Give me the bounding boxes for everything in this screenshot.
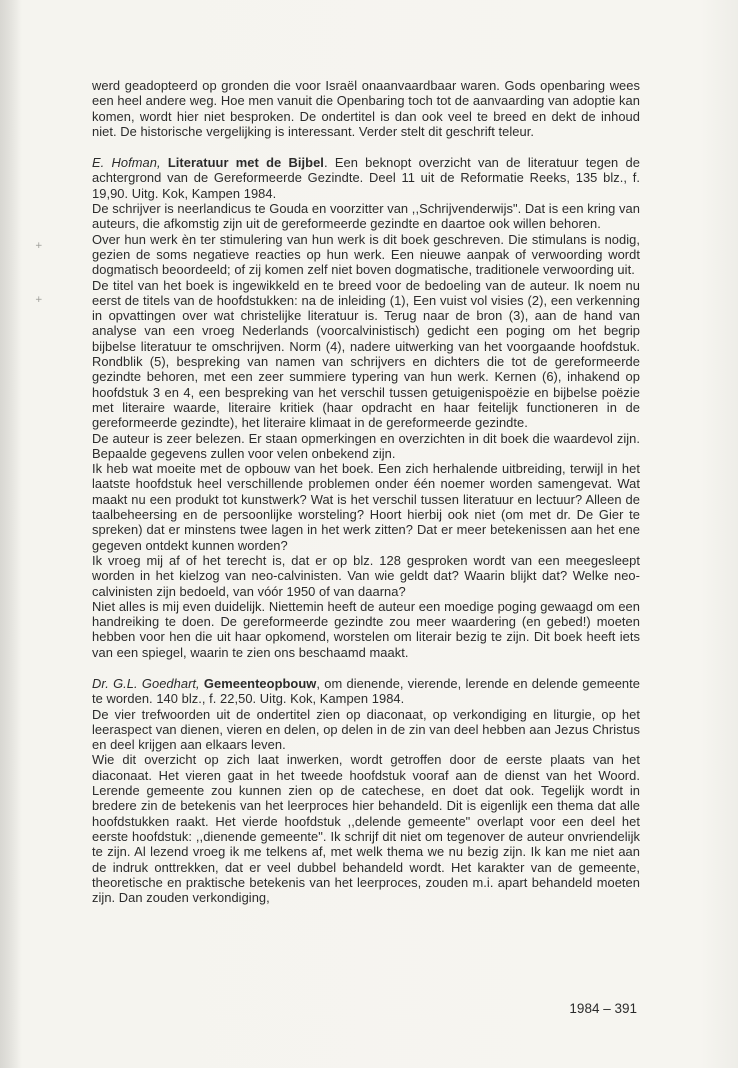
paragraph: Wie dit overzicht op zich laat inwerken, wordt getroffen door de eerste plaats van het diaconaat. Het vieren gaat in het tweede hoofdstuk vooraf aan de dienst van het Woord. Lerende gemeente zou kunnen zien op de catechese, en doet dat ook. Tegelijk wordt in bredere zin de betekenis van het leerproces hier behandeld. Dit is eigenlijk een thema dat alle hoofdstukken raakt. Het vierde hoofdstuk ,,delende gemeente" overlapt voor een deel het eerste hoofdstuk: ,,dienende gemeente". Ik schrijf dit niet om tegenover de auteur onvriendelijk te zijn. Al lezend vroeg ik me telkens af, met welk thema we nu bezig zijn. Ik kan me niet aan de indruk onttrekken, dat er veel dubbel behandeld wordt. Het karakter van de gemeente, theoretische en praktische betekenis van het leerproces, zouden m.i. apart behandeld moeten zijn. Dan zouden verkondiging, <box>92 752 640 906</box>
review-book-title: Gemeenteopbouw <box>203 675 317 691</box>
paragraph: Ik vroeg mij af of het terecht is, dat er op blz. 128 gesproken wordt van een meegesleept worden in het kielzog van neo-calvinisten. Van wie geldt dat? Waarin blijkt dat? Welke neo-calvinisten zijn bedoeld, van vóór 1950 of van daarna? <box>92 552 640 599</box>
section-gap <box>92 139 640 155</box>
review-book-title: Literatuur met de Bijbel <box>167 155 324 171</box>
article-body <box>92 78 640 905</box>
review-heading <box>92 155 640 201</box>
review-heading <box>92 676 640 707</box>
paragraph: Niet alles is mij even duidelijk. Niettemin heeft de auteur een moedige poging gewaagd om een handreiking te doen. De gereformeerde gezindte zou meer waardering (en gebed!) moeten hebben voor hen die uit haar opkomend, worstelen om literair bezig te zijn. Dit boek heeft iets van een spiegel, waarin te zien ons beschaamd maakt. <box>92 598 640 660</box>
intro-paragraph: werd geadopteerd op gronden die voor Israël onaanvaardbaar waren. Gods openbaring wees een heel andere weg. Hoe men vanuit die Openbaring toch tot de aanvaarding van adoptie kan komen, wordt hier niet besproken. De ondertitel is dan ook veel te breed en dekt de inhoud niet. De historische vergelijking is interessant. Verder stelt dit geschrift teleur. <box>92 78 640 139</box>
paragraph: De titel van het boek is ingewikkeld en te breed voor de bedoeling van de auteur. Ik noem nu eerst de titels van de hoofdstukken: na de inleiding (1), Een vuist vol visies (2), een verkenning in opvattingen over wat christelijke literatuur is. Terug naar de bron (3), aan de hand van analyse van een vroeg Nederlands (voorcalvinistisch) gedicht een poging om het begrip bijbelse literatuur te omschrijven. Norm (4), nadere uitwerking van het voorgaande hoofdstuk. Rondblik (5), bespreking van namen van schrijvers en dichters die tot de gereformeerde gezindte behoren, met een zeer summiere typering van hun werk. Kernen (6), inhakend op hoofdstuk 3 en 4, een bespreking van het verschil tussen getuigenispoëzie en bijbelse poëzie met literaire waarde, literaire kritiek (haar opdracht en haar feitelijk functioneren in de gereformeerde gezindte), het literaire klimaat in de gereformeerde gezindte. <box>92 277 640 431</box>
review-citation: . Een beknopt overzicht van de literatuur tegen de achtergrond van de Gereformeerde Gezindte. Deel 11 uit de Reformatie Reeks, 135 blz., f. 19,90. Uitg. Kok, Kampen 1984. <box>92 155 640 201</box>
margin-mark: + <box>35 241 43 251</box>
binding-shadow <box>0 0 22 1068</box>
review-citation: , om dienende, vierende, lerende en delende gemeente te worden. 140 blz., f. 22,50. Uitg. Kok, Kampen 1984. <box>92 675 640 707</box>
paragraph: Ik heb wat moeite met de opbouw van het boek. Een zich herhalende uitbreiding, terwijl in het laatste hoofdstuk heel verschillende problemen onder één noemer worden samengevat. Wat maakt nu een produkt tot kunstwerk? Wat is het verschil tussen literatuur en lectuur? Alleen de taalbeheersing en de persoonlijke worsteling? Hoort hierbij ook niet (om met dr. De Gier te spreken) dat er minstens twee lagen in het werk zitten? Dat er meer betekenissen aan het ene gegeven ontdekt kunnen worden? <box>92 461 640 553</box>
review-author: E. Hofman, <box>92 155 161 171</box>
paragraph: De vier trefwoorden uit de ondertitel zien op diaconaat, op verkondiging en liturgie, op het leeraspect van dienen, vieren en delen, op delen in de zin van deel hebben aan Jezus Christus en deel krijgen aan elkaars leven. <box>92 706 640 753</box>
paragraph: De schrijver is neerlandicus te Gouda en voorzitter van ,,Schrijvenderwijs". Dat is een kring van auteurs, die afkomstig zijn uit de gereformeerde gezindte en daartoe ook willen behoren. <box>92 201 640 232</box>
page-number: 1984 – 391 <box>569 1001 637 1016</box>
paragraph: Over hun werk èn ter stimulering van hun werk is dit boek geschreven. Die stimulans is nodig, gezien de soms negatieve reacties op hun werk. Een nieuwe aanpak of verwoording wordt dogmatisch beoordeeld; of zij komen zelf niet boven dogmatische, traditionele verwoording uit. <box>92 231 640 278</box>
section-gap <box>92 660 640 676</box>
review-author: Dr. G.L. Goedhart, <box>92 675 200 691</box>
margin-mark: + <box>35 295 43 305</box>
paragraph: De auteur is zeer belezen. Er staan opmerkingen en overzichten in dit boek die waardevol zijn. Bepaalde gegevens zullen voor velen onbekend zijn. <box>92 430 640 461</box>
